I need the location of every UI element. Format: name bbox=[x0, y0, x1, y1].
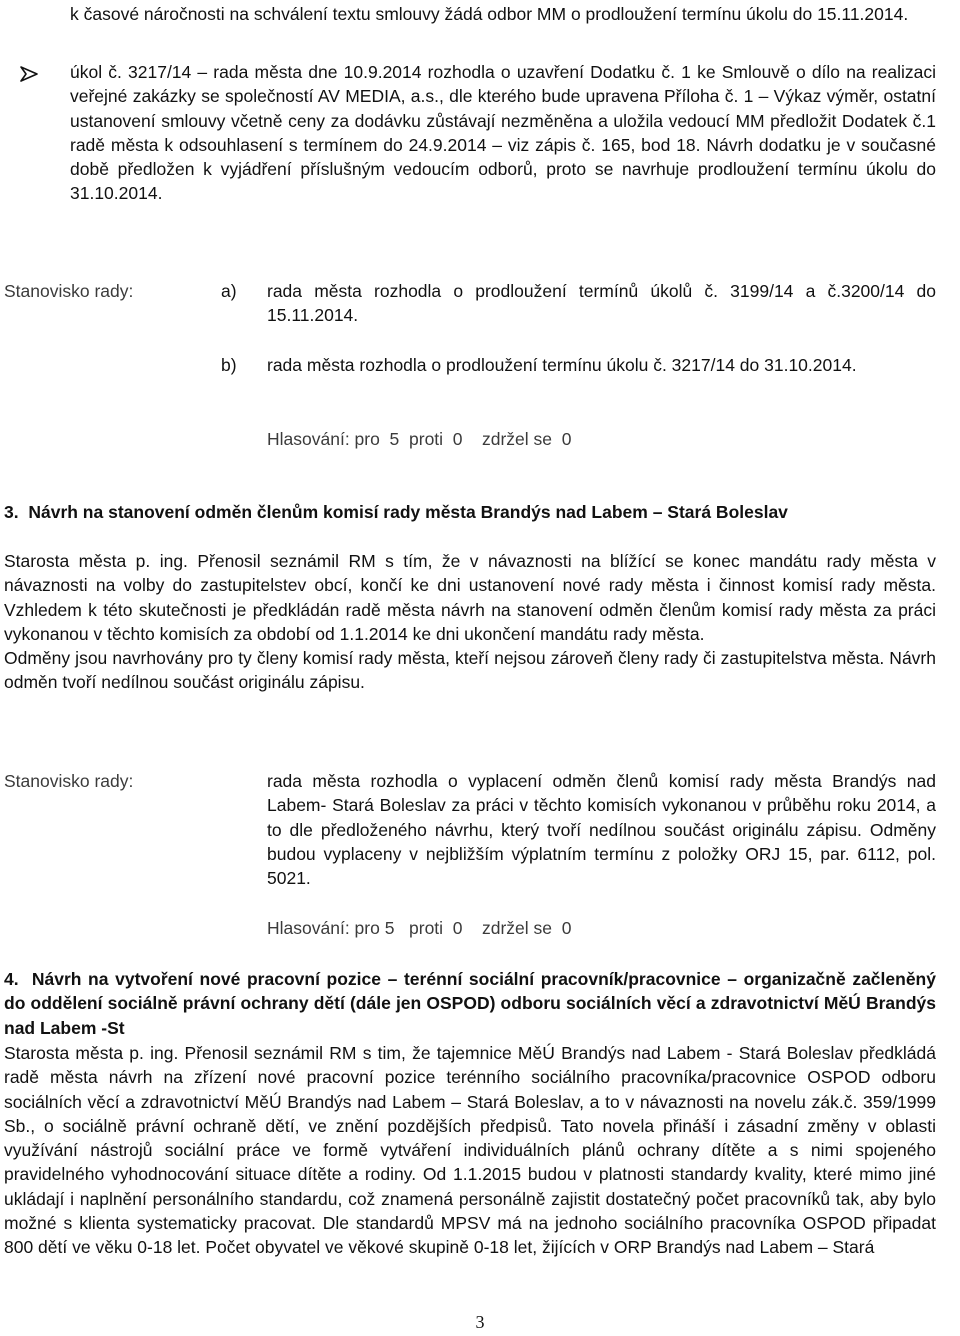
section-3-paragraph-1: Starosta města p. ing. Přenosil seznámil RM s tím, že v návaznosti na blížící se konec mandátu rady města v návaznosti na volby do zastupitelstev obcí, končí ke dni ustanovení nové rady města i činnost komisí rady města. Vzhledem k této skutečnosti je předkládán radě města návrh na stanovení odměn členům komisí rady města za práci vykonanou v těchto komisích za období od 1.1.2014 ke dni ukončení mandátu rady města. bbox=[4, 551, 936, 644]
section-3-stanovisko-paragraph: rada města rozhodla o vyplacení odměn členů komisí rady města Brandýs nad Labem- Stará Boleslav za práci v těchto komisích vykonanou v průběhu roku 2014, a to dle předloženého návrhu, který tvoří nedílnou součást originálu zápisu. Odměny budou vyplaceny v nejbližším výplatním termínu z položky ORJ 15, par. 6112, pol. 5021. bbox=[267, 771, 936, 889]
stanovisko-b-text bbox=[267, 353, 936, 377]
vote-result: Hlasování: pro 5 proti 0 zdržel se 0 bbox=[267, 429, 572, 449]
stanovisko-b-paragraph: rada města rozhodla o prodloužení termínu úkolu č. 3217/14 do 31.10.2014. bbox=[267, 355, 857, 375]
section-4-title: Návrh na vytvoření nové pracovní pozice – terénní sociální pracovník/pracovnice – organizačně začleněný do oddělení sociálně právní ochrany dětí (dále jen OSPOD) odboru sociálních věcí a zdravotnictví MěÚ Brandýs nad Labem -St bbox=[4, 969, 936, 1038]
stanovisko-a-paragraph: rada města rozhodla o prodloužení termínů úkolů č. 3199/14 a č.3200/14 do 15.11.2014. bbox=[267, 281, 936, 326]
page-number: 3 bbox=[475, 1312, 485, 1332]
section-4-paragraph-1: Starosta města p. ing. Přenosil seznámil RM s tim, že tajemnice MěÚ Brandýs nad Labem - Stará Boleslav předkládá radě města návrh na zřízení nové pracovní pozice terénního sociálního pracovníka/pracovnice OSPOD odboru sociálních věcí a zdravotnictví MěÚ Brandýs nad Labem – Stará Boleslav, a to v návaznosti na novelu zák.č. 359/1999 Sb., o sociálně právní ochraně dětí, ve znění pozdějších předpisů. Tato novela přináší i zásadní změny v oblasti využívání nástrojů sociální práce ve formě vytváření individuálních plánů ochrany dítěte a s nimi spojeného pravidelného vyhodnocování situace dítěte a rodiny. Od 1.1.2015 budou v platnosti standardy kvality, které mimo jiné ukládají i naplnění personálního standardu, což znamená personálně zajistit dostatečný počet pracovníků tak, aby bylo možné s klienta systematicky pracovat. Dle standardů MPSV má na jednoho sociálního pracovníka OSPOD připadat 800 dětí ve věku 0-18 let. Počet obyvatel ve věkové skupině 0-18 let, žijících v ORP Brandýs nad Labem – Stará bbox=[4, 1043, 936, 1258]
stanovisko-a-text bbox=[267, 279, 936, 328]
section-3-title: Návrh na stanovení odměn členům komisí rady města Brandýs nad Labem – Stará Boleslav bbox=[28, 502, 788, 522]
continuation-text: k časové náročnosti na schválení textu smlouvy žádá odbor MM o prodloužení termínu úkolu do 15.11.2014. bbox=[70, 4, 909, 24]
section-3-stanovisko-label: Stanovisko rady: bbox=[4, 771, 134, 791]
section-3-stanovisko-text bbox=[267, 769, 936, 890]
section-4-body bbox=[4, 1041, 936, 1260]
section-4-number: 4. bbox=[4, 969, 19, 989]
stanovisko-b-letter: b) bbox=[221, 355, 237, 375]
section-3-body bbox=[4, 549, 936, 695]
stanovisko-label: Stanovisko rady: bbox=[4, 281, 134, 301]
section-4-heading bbox=[4, 967, 936, 1040]
task-3217-paragraph bbox=[70, 60, 936, 206]
section-3-paragraph-2: Odměny jsou navrhovány pro ty členy komisí rady města, kteří nejsou zároveň členy rady či zastupitelstva města. Návrh odměn tvoří nedílnou součást originálu zápisu. bbox=[4, 648, 936, 693]
section-3-heading bbox=[4, 500, 936, 524]
section-3-vote-result: Hlasování: pro 5 proti 0 zdržel se 0 bbox=[267, 918, 572, 938]
task-3217-text: úkol č. 3217/14 – rada města dne 10.9.2014 rozhodla o uzavření Dodatku č. 1 ke Smlouvě o dílo na realizaci veřejné zakázky se společností AV MEDIA, a.s., dle kterého bude upravena Příloha č. 1 – Výkaz výměr, ostatní ustanovení smlouvy včetně ceny za dodávku zůstávají nezměněna a uložila vedoucí MM předložit Dodatek č.1 radě města k odsouhlasení s termínem do 24.9.2014 – viz zápis č. 165, bod 18. Návrh dodatku je v současné době předložen k vyjádření příslušným vedoucím odborů, proto se navrhuje prodloužení termínu úkolu do 31.10.2014. bbox=[70, 62, 936, 204]
section-3-number: 3. bbox=[4, 502, 19, 522]
continuation-paragraph bbox=[70, 2, 936, 26]
arrow-bullet-icon bbox=[18, 62, 40, 86]
stanovisko-a-letter: a) bbox=[221, 281, 237, 301]
